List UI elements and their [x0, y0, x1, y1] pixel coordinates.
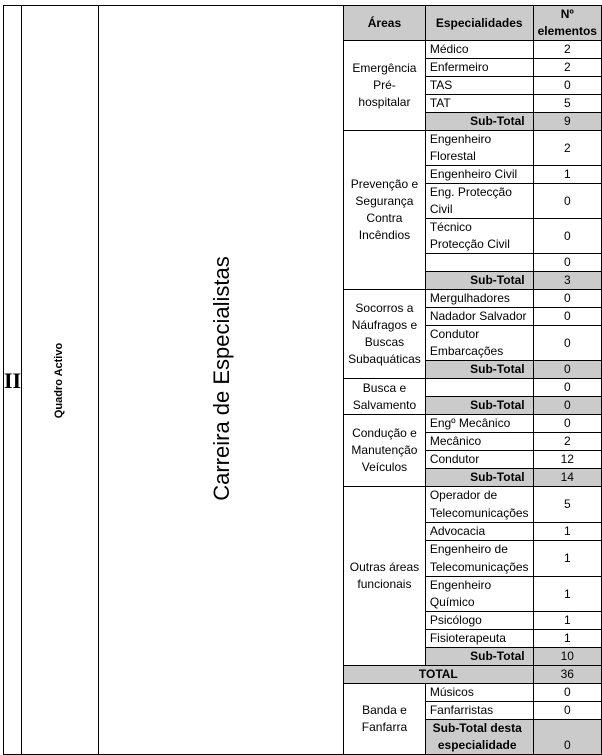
carreira-text: Carreira de Especialistas	[208, 255, 234, 501]
specialty-cell: TAT	[425, 95, 533, 113]
count-cell: 2	[533, 59, 601, 77]
specialty-cell: Engenheiro Químico	[425, 577, 533, 612]
specialty-cell: Engenheiro Florestal	[425, 131, 533, 166]
count-cell: 5	[533, 487, 601, 523]
specialty-cell	[425, 379, 533, 397]
count-cell: 0	[533, 326, 601, 361]
count-cell: 1	[533, 612, 601, 630]
subtotal-value: 0	[533, 720, 601, 755]
specialty-cell: Engenheiro de Telecomunicações	[425, 541, 533, 577]
section-numeral: II	[4, 6, 22, 755]
specialty-cell: Nadador Salvador	[425, 308, 533, 326]
specialty-cell: Eng. Protecção Civil	[425, 184, 533, 219]
specialty-cell: Mergulhadores	[425, 290, 533, 308]
quadro-activo-text: Quadro Activo	[53, 342, 66, 419]
specialty-cell: Fisioterapeuta	[425, 630, 533, 648]
count-cell: 0	[533, 290, 601, 308]
count-cell: 1	[533, 541, 601, 577]
subtotal-value: 0	[533, 397, 601, 415]
count-cell: 0	[533, 308, 601, 326]
subtotal-label: Sub-Total	[425, 397, 533, 415]
subtotal-value: 14	[533, 469, 601, 487]
count-cell: 0	[533, 219, 601, 254]
area-cell: Emergência Pré-hospitalar	[344, 41, 426, 131]
count-cell: 5	[533, 95, 601, 113]
header-areas: Áreas	[344, 6, 426, 41]
count-cell: 0	[533, 702, 601, 720]
count-cell: 1	[533, 577, 601, 612]
subtotal-label: Sub-Total	[425, 648, 533, 666]
specialty-cell: Advocacia	[425, 523, 533, 541]
count-cell: 1	[533, 166, 601, 184]
subtotal-label: Sub-Total	[425, 469, 533, 487]
subtotal-value: 9	[533, 113, 601, 131]
total-label: TOTAL	[344, 666, 534, 684]
area-cell: Outras áreas funcionais	[344, 487, 426, 666]
subtotal-label: Sub-Total	[425, 113, 533, 131]
subtotal-value: 0	[533, 361, 601, 379]
count-cell: 0	[533, 379, 601, 397]
specialty-cell: Condutor Embarcações	[425, 326, 533, 361]
specialty-cell: Fanfarristas	[425, 702, 533, 720]
specialty-cell: Médico	[425, 41, 533, 59]
count-cell: 2	[533, 131, 601, 166]
area-cell: Condução e Manutenção Veículos	[344, 415, 426, 487]
subtotal-value: 10	[533, 648, 601, 666]
area-cell: Busca e Salvamento	[344, 379, 426, 415]
specialty-cell: Condutor	[425, 451, 533, 469]
specialty-cell: Engenheiro Civil	[425, 166, 533, 184]
count-cell: 12	[533, 451, 601, 469]
specialty-cell: Engº Mecânico	[425, 415, 533, 433]
specialty-cell: Mecânico	[425, 433, 533, 451]
subtotal-label: Sub-Total	[425, 272, 533, 290]
count-cell: 0	[533, 184, 601, 219]
header-elementos: Nº elementos	[533, 6, 601, 41]
specialty-cell: Técnico Protecção Civil	[425, 219, 533, 254]
count-cell: 0	[533, 77, 601, 95]
count-cell: 2	[533, 41, 601, 59]
count-cell: 0	[533, 254, 601, 272]
count-cell: 1	[533, 523, 601, 541]
count-cell: 0	[533, 684, 601, 702]
specialty-cell: Psicólogo	[425, 612, 533, 630]
area-cell: Banda e Fanfarra	[344, 684, 426, 755]
specialty-cell: Operador de Telecomunicações	[425, 487, 533, 523]
subtotal-label: Sub-Total	[425, 361, 533, 379]
header-especialidades: Especialidades	[425, 6, 533, 41]
specialty-cell	[425, 254, 533, 272]
area-cell: Prevenção e Segurança Contra Incêndios	[344, 131, 426, 290]
subtotal-value: 3	[533, 272, 601, 290]
specialty-cell: Músicos	[425, 684, 533, 702]
total-value: 36	[533, 666, 601, 684]
staff-table	[3, 5, 602, 755]
specialty-cell: TAS	[425, 77, 533, 95]
quadro-activo-label	[22, 6, 98, 755]
area-cell: Socorros a Náufragos e Buscas Subaquáticas	[344, 290, 426, 379]
specialty-cell: Enfermeiro	[425, 59, 533, 77]
subtotal-label: Sub-Total desta especialidade	[425, 720, 533, 755]
count-cell: 1	[533, 630, 601, 648]
carreira-label	[98, 6, 344, 755]
count-cell: 2	[533, 433, 601, 451]
table-wrapper	[3, 5, 602, 755]
count-cell: 0	[533, 415, 601, 433]
